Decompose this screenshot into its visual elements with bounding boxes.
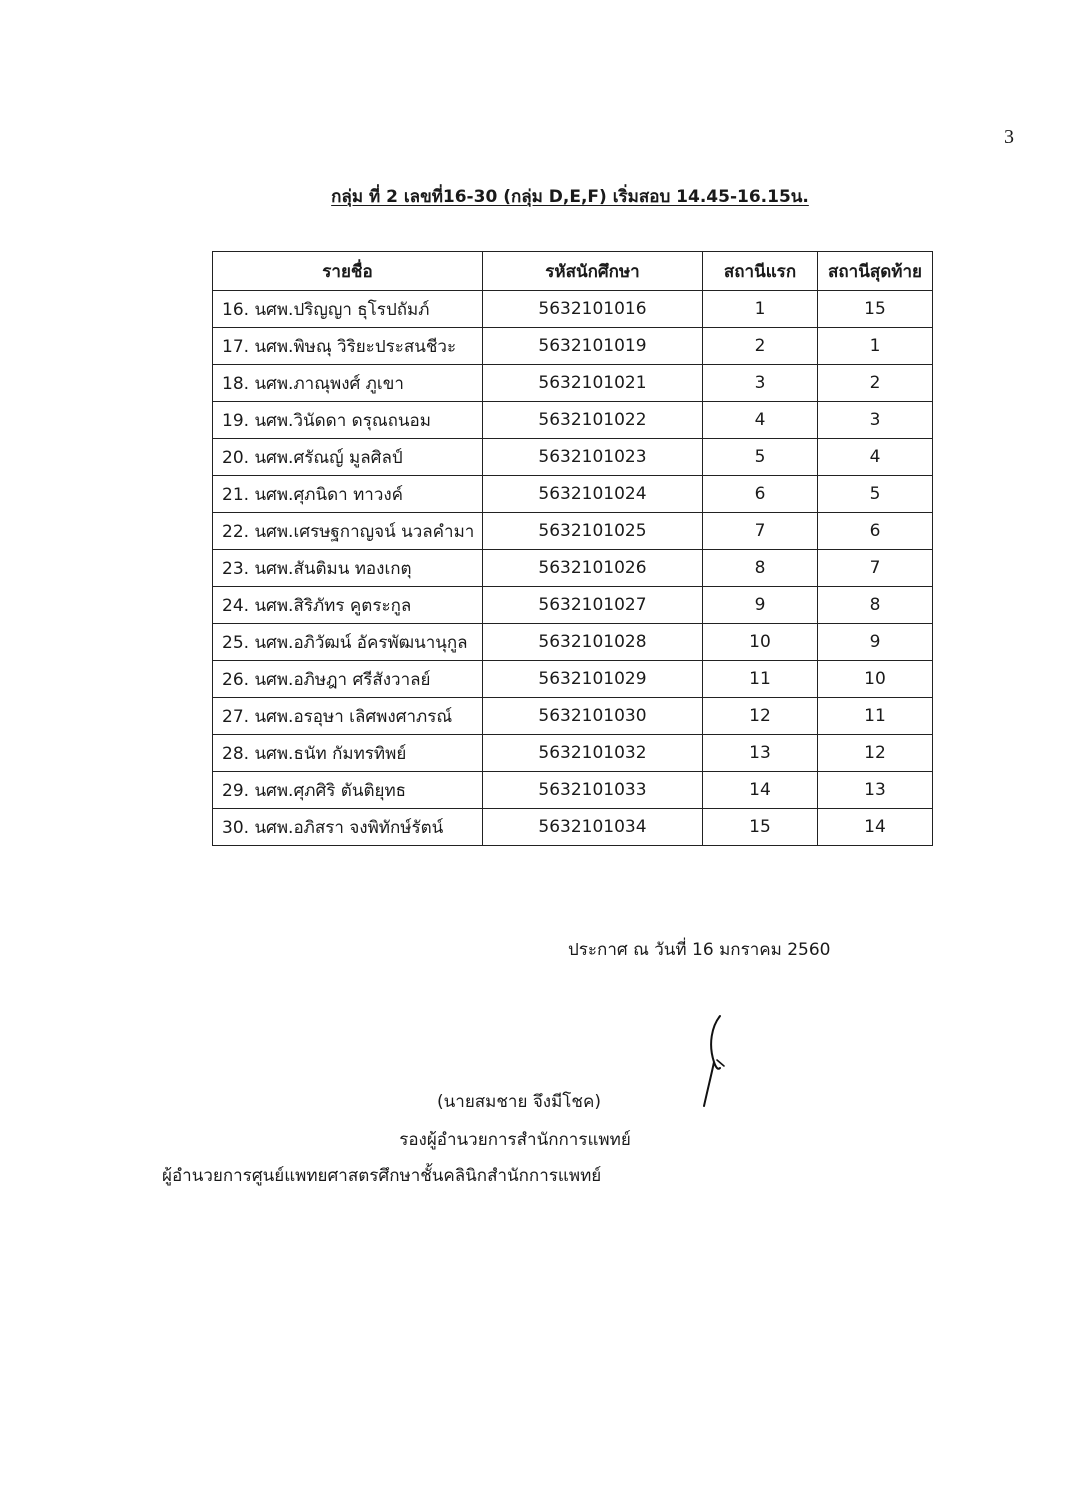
group-heading: กลุ่ม ที่ 2 เลขที่16-30 (กลุ่ม D,E,F) เริ่มสอบ 14.45-16.15น. [331,187,809,207]
student-name-cell: 25. นศพ.อภิวัฒน์ อัครพัฒนานุกูล [213,624,483,661]
student-id-cell: 5632101019 [483,328,703,365]
student-id-cell: 5632101034 [483,809,703,846]
page-number: 3 [1004,126,1014,148]
last-station-cell: 10 [818,661,933,698]
first-station-cell: 10 [703,624,818,661]
student-id-cell: 5632101022 [483,402,703,439]
signatory-title-deputy: รองผู้อำนวยการสำนักการแพทย์ [399,1130,631,1150]
first-station-cell: 1 [703,291,818,328]
student-id-cell: 5632101027 [483,587,703,624]
announcement-date: ประกาศ ณ วันที่ 16 มกราคม 2560 [568,940,831,960]
student-name-cell: 18. นศพ.ภาณุพงศ์ ภูเขา [213,365,483,402]
student-id-cell: 5632101032 [483,735,703,772]
last-station-cell: 11 [818,698,933,735]
student-name-cell: 20. นศพ.ศรัณญ์ มูลศิลป์ [213,439,483,476]
first-station-cell: 2 [703,328,818,365]
last-station-cell: 15 [818,291,933,328]
first-station-cell: 4 [703,402,818,439]
student-name-cell: 16. นศพ.ปริญญา ธุโรปถัมภ์ [213,291,483,328]
header-last-station: สถานีสุดท้าย [818,252,933,291]
student-name-cell: 30. นศพ.อภิสรา จงพิทักษ์รัตน์ [213,809,483,846]
student-id-cell: 5632101021 [483,365,703,402]
table-body [213,291,933,846]
student-name-cell: 24. นศพ.สิริภัทร คูตระกูล [213,587,483,624]
student-id-cell: 5632101023 [483,439,703,476]
first-station-cell: 6 [703,476,818,513]
first-station-cell: 5 [703,439,818,476]
student-name-cell: 26. นศพ.อภิษฎา ศรีสังวาลย์ [213,661,483,698]
student-name-cell: 21. นศพ.ศุภนิดา ทาวงค์ [213,476,483,513]
table-row [213,550,933,587]
last-station-cell: 1 [818,328,933,365]
table-row [213,328,933,365]
student-id-cell: 5632101025 [483,513,703,550]
last-station-cell: 8 [818,587,933,624]
student-id-cell: 5632101026 [483,550,703,587]
first-station-cell: 9 [703,587,818,624]
header-first-station: สถานีแรก [703,252,818,291]
student-name-cell: 27. นศพ.อรอุษา เลิศพงศาภรณ์ [213,698,483,735]
student-id-cell: 5632101033 [483,772,703,809]
first-station-cell: 14 [703,772,818,809]
first-station-cell: 8 [703,550,818,587]
first-station-cell: 3 [703,365,818,402]
table-row [213,624,933,661]
student-id-cell: 5632101030 [483,698,703,735]
table-row [213,735,933,772]
signatory-title-director: ผู้อำนวยการศูนย์แพทยศาสตรศึกษาชั้นคลินิกสำนักการแพทย์ [162,1166,602,1186]
last-station-cell: 14 [818,809,933,846]
first-station-cell: 13 [703,735,818,772]
table-row [213,365,933,402]
table-row [213,402,933,439]
student-name-cell: 17. นศพ.พิษณุ วิริยะประสนชีวะ [213,328,483,365]
last-station-cell: 4 [818,439,933,476]
table-row [213,439,933,476]
student-name-cell: 19. นศพ.วินัดดา ดรุณถนอม [213,402,483,439]
last-station-cell: 13 [818,772,933,809]
table-row [213,698,933,735]
table-row [213,772,933,809]
student-name-cell: 22. นศพ.เศรษฐกาญจน์ นวลคำมา [213,513,483,550]
exam-station-table [212,251,933,846]
student-id-cell: 5632101028 [483,624,703,661]
student-id-cell: 5632101024 [483,476,703,513]
last-station-cell: 12 [818,735,933,772]
table-row [213,661,933,698]
first-station-cell: 12 [703,698,818,735]
table-row [213,291,933,328]
table-row [213,513,933,550]
last-station-cell: 2 [818,365,933,402]
student-name-cell: 23. นศพ.สันติมน ทองเกตุ [213,550,483,587]
table-row [213,587,933,624]
student-id-cell: 5632101029 [483,661,703,698]
first-station-cell: 7 [703,513,818,550]
last-station-cell: 6 [818,513,933,550]
first-station-cell: 15 [703,809,818,846]
header-name: รายชื่อ [213,252,483,291]
first-station-cell: 11 [703,661,818,698]
table-row [213,809,933,846]
last-station-cell: 9 [818,624,933,661]
student-name-cell: 29. นศพ.ศุภศิริ ตันติยุทธ [213,772,483,809]
last-station-cell: 3 [818,402,933,439]
student-name-cell: 28. นศพ.ธนัท กัมทรทิพย์ [213,735,483,772]
signatory-name: (นายสมชาย จึงมีโชค) [437,1092,601,1112]
table-row [213,476,933,513]
last-station-cell: 7 [818,550,933,587]
last-station-cell: 5 [818,476,933,513]
table-header-row [213,252,933,291]
header-student-id: รหัสนักศึกษา [483,252,703,291]
student-id-cell: 5632101016 [483,291,703,328]
